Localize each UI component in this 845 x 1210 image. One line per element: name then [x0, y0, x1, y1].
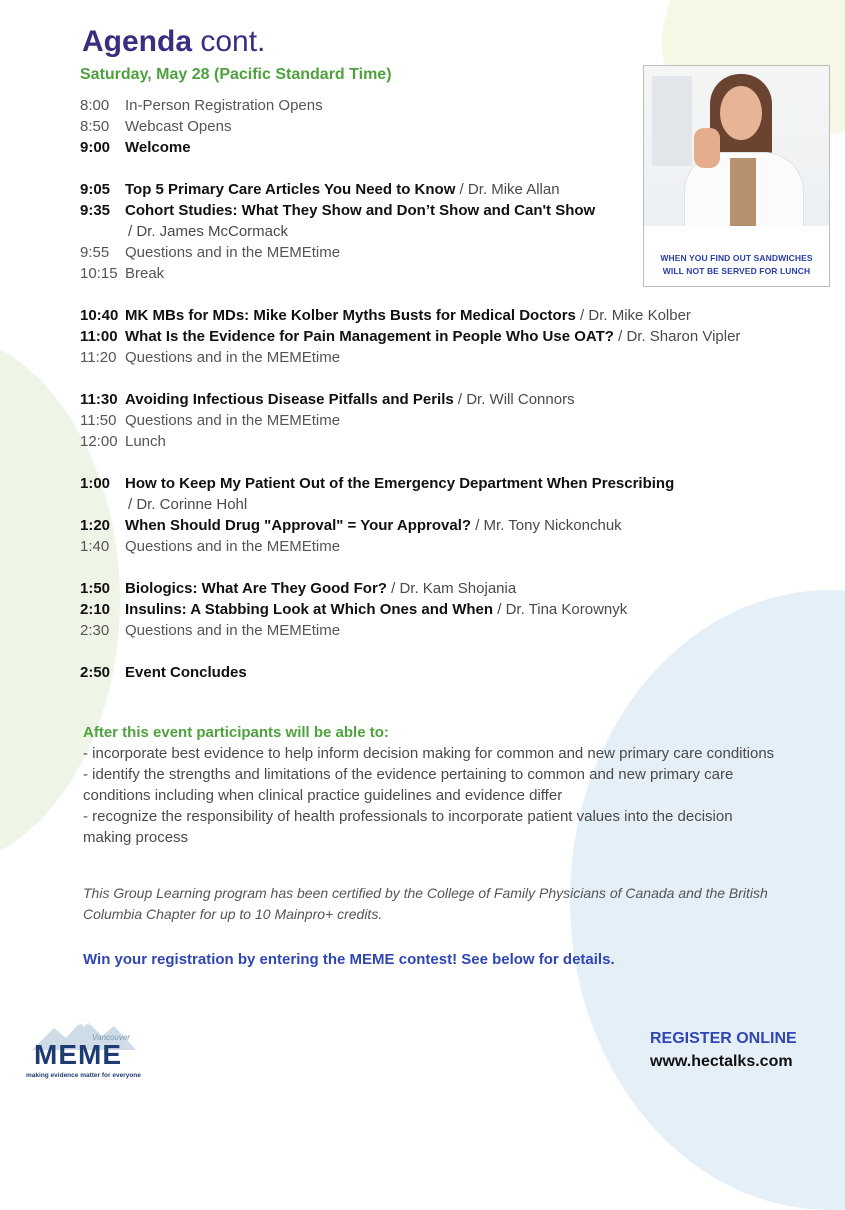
website-link[interactable]: www.hectalks.com: [650, 1053, 793, 1070]
agenda-item: 1:40 Questions and in the MEMEtime: [80, 538, 341, 555]
page-title: Agenda cont.: [82, 25, 266, 58]
outcome-item: - identify the strengths and limitations of the evidence pertaining to common and new primary care conditions including when clinical practice guidelines and evidence differ: [83, 766, 734, 804]
agenda-speaker-line: / Dr. James McCormack: [128, 223, 289, 240]
meme-image: [643, 65, 830, 287]
outcome-item: - recognize the responsibility of health professionals to incorporate patient values into the decision making process: [83, 808, 733, 846]
contest-callout: Win your registration by entering the MEME contest! See below for details.: [83, 951, 615, 968]
learning-outcomes: [83, 722, 783, 848]
agenda-item: 11:50 Questions and in the MEMEtime: [80, 412, 341, 429]
meme-caption: WHEN YOU FIND OUT SANDWICHES WILL NOT BE SERVED FOR LUNCH: [660, 253, 813, 276]
meme-logo: Vancouver MEME making evidence matter for everyone: [24, 1016, 144, 1082]
certification-note: This Group Learning program has been certified by the College of Family Physicians of Canada and the British Columbia Chapter for up to 10 Mainpro+ credits.: [83, 885, 768, 922]
agenda-item: 2:50 Event Concludes: [80, 664, 247, 681]
agenda-item: 11:00 What Is the Evidence for Pain Management in People Who Use OAT? / Dr. Sharon Vipler: [80, 328, 741, 345]
agenda-item: 9:05 Top 5 Primary Care Articles You Need to Know / Dr. Mike Allan: [80, 181, 560, 198]
agenda-item: 9:35 Cohort Studies: What They Show and Don’t Show and Can't Show: [80, 202, 596, 219]
outcomes-heading: After this event participants will be able to:: [83, 724, 389, 741]
agenda-item: 8:50 Webcast Opens: [80, 118, 232, 135]
agenda-item: 9:00 Welcome: [80, 139, 191, 156]
agenda-item: 1:50 Biologics: What Are They Good For? / Dr. Kam Shojania: [80, 580, 517, 597]
agenda-item: 9:55 Questions and in the MEMEtime: [80, 244, 341, 261]
agenda-item: 1:00 How to Keep My Patient Out of the Emergency Department When Prescribing: [80, 475, 675, 492]
outcome-item: - incorporate best evidence to help inform decision making for common and new primary care conditions: [83, 745, 775, 762]
agenda-item: 10:40 MK MBs for MDs: Mike Kolber Myths Busts for Medical Doctors / Dr. Mike Kolber: [80, 307, 691, 324]
agenda-speaker-line: / Dr. Corinne Hohl: [128, 496, 248, 513]
event-date: Saturday, May 28 (Pacific Standard Time): [80, 66, 392, 83]
agenda-item: 8:00 In-Person Registration Opens: [80, 97, 323, 114]
agenda-item: 11:20 Questions and in the MEMEtime: [80, 349, 341, 366]
agenda-item: 10:15 Break: [80, 265, 165, 282]
agenda-item: 11:30 Avoiding Infectious Disease Pitfalls and Perils / Dr. Will Connors: [80, 391, 575, 408]
agenda-item: 2:10 Insulins: A Stabbing Look at Which Ones and When / Dr. Tina Korownyk: [80, 601, 628, 618]
agenda-item: 2:30 Questions and in the MEMEtime: [80, 622, 341, 639]
agenda-item: 12:00 Lunch: [80, 433, 166, 450]
agenda-item: 1:20 When Should Drug "Approval" = Your Approval? / Mr. Tony Nickonchuk: [80, 517, 622, 534]
thumbs-up-icon: [694, 128, 720, 168]
register-online-link[interactable]: REGISTER ONLINE: [650, 1030, 797, 1047]
